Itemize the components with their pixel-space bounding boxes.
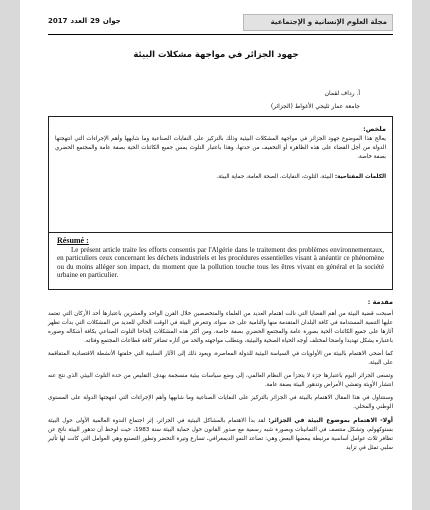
- keywords-label: الكلمات المفتاحية:: [334, 174, 386, 180]
- keywords: [55, 174, 386, 180]
- author-name: أ. رداف لقمان: [324, 90, 360, 97]
- abstract-arabic-heading: ملخص:: [363, 125, 386, 133]
- section-one-text: لقد بدأ الاهتمام بالمشاكل البيئية في الجزائر، إثر اجتماع الندوة العالمية الأولى حول البيئة بستوكهولم، وتشكل منتصف في الثمانينات وبصورة شبه رسمية مع صدور القانون حول حماية البيئة سنة 1983، حيث لوحظ أن تدهور البيئة ناتج عن تظافر ثلاث عوامل أساسية مرتبطة ببعضها البعض وهي: تصاعد النمو الديمغرافي، تسارع وتيرة التحضر وتطور التصنيع وهي العوامل التي كانت لها تأثير سلبي تمثل في تزايد: [48, 418, 393, 451]
- intro-paragraph: أصبحت قضية البيئة من أهم القضايا التي نالت اهتمام العديد من العلماء والمتخصصين خلال القرن الواحد والعشرين باعتبارها أحد الأركان التي تعتمد عليها التنمية المستدامة في كافة البلدان المتقدمة منها والنامية على حد سواء، وتتعرض البيئة في الوقت الحالي للعديد من المشكلات التي بدأت تظهر آثارها على جميع الكائنات الحية بصورة عامة والمجتمع الحضري بصفة خاصة، ومن أكثر هذه المشكلات إلحاحا التلوث الصناعي بكافة أشكاله وصوره باعتباره يشكل تهديدا واضحا لمختلف أوجه الحياة الصحية والبيئية، ويتطلب مواجهته والحد من آثاره تضافر كافة قطاعات المجتمع وفئاته.: [48, 311, 393, 344]
- abstract-french-box: [48, 232, 393, 290]
- abstract-arabic-text: يعالج هذا الموضوع جهود الجزائر في مواجهة المشكلات البيئية وذلك بالتركيز على النفايات الصناعية وما شابهها وأهم الإجراءات التي انتهجتها الدولة من أجل القضاء على هذه الظاهرة أو التخفيف من حدتها، وهذا باعتبار التلوث يمس جميع الكائنات الحية بصفة عامة والمجتمع الحضري بصفة خاصة.: [55, 136, 386, 160]
- issue-month: جوان: [102, 17, 121, 25]
- issue-number: 29: [90, 17, 100, 25]
- article-body: [48, 298, 393, 457]
- intro-paragraph: وتسعى الجزائر اليوم باعتبارها جزء لا يتجزأ من النظام العالمي، إلى وضع سياسات بيئية منسجمة بهدف التقليص من حدة التلوث البيئي الذي نتج عنه انتشار الأوبئة وتفشي الأمراض وتدهور البيئة بصفة عامة.: [48, 373, 393, 388]
- issue-info: [48, 17, 124, 25]
- header-rule: [48, 34, 393, 35]
- keywords-text: البيئة، التلوث، النفايات، الصحة العامة، حماية البيئة.: [216, 174, 334, 180]
- abstract-arabic-box: [48, 116, 393, 232]
- intro-paragraph: وسنتناول في هذا المقال الاهتمام بالبيئة في الجزائر بالتركيز على النفايات الصناعية وما شابهها وأهم الإجراءات التي انتهجتها الدولة على المستوى الوطني والمحلي.: [48, 395, 393, 410]
- intro-heading: مقدمة :: [367, 298, 393, 306]
- intro-paragraph: كما أضحى الاهتمام بالبيئة من الأولويات في السياسة البيئية للدولة المعاصرة، ويعود ذلك إلى الآثار السلبية التي خلفتها الأنشطة الاقتصادية المتفاقمة على البيئة.: [48, 351, 393, 366]
- abstract-french-text: Le présent article traite les efforts consentis par l'Algérie dans le traitement des problèmes environnementaux, en particuliers ceux concernant les déchets industriels et les procédures essentielles visant à anéantir ce phénomène ou du moins alléger son impact, du moment que la pollution touche tous les êtres vivant en général et la société urbaine en particulier.: [57, 246, 384, 280]
- issue-year: 2017: [48, 17, 68, 25]
- running-header: [48, 14, 393, 32]
- issue-label: العدد: [70, 17, 88, 25]
- section-one-heading: أولا- الاهتمام بموضوع البيئة في الجزائر:: [268, 417, 393, 424]
- section-one: [48, 416, 393, 453]
- page: [20, 0, 412, 510]
- abstract-french-heading: Résumé :: [57, 236, 89, 245]
- article-title: جهود الجزائر في مواجهة مشكلات البيئة: [133, 50, 299, 60]
- author-block: [190, 90, 360, 116]
- author-affiliation: جامعة عمار ثليجي الأغواط (الجزائر): [270, 103, 360, 110]
- journal-name-box: [243, 14, 393, 31]
- journal-name: مجلة العلوم الإنسانية و الإجتماعية: [270, 18, 387, 26]
